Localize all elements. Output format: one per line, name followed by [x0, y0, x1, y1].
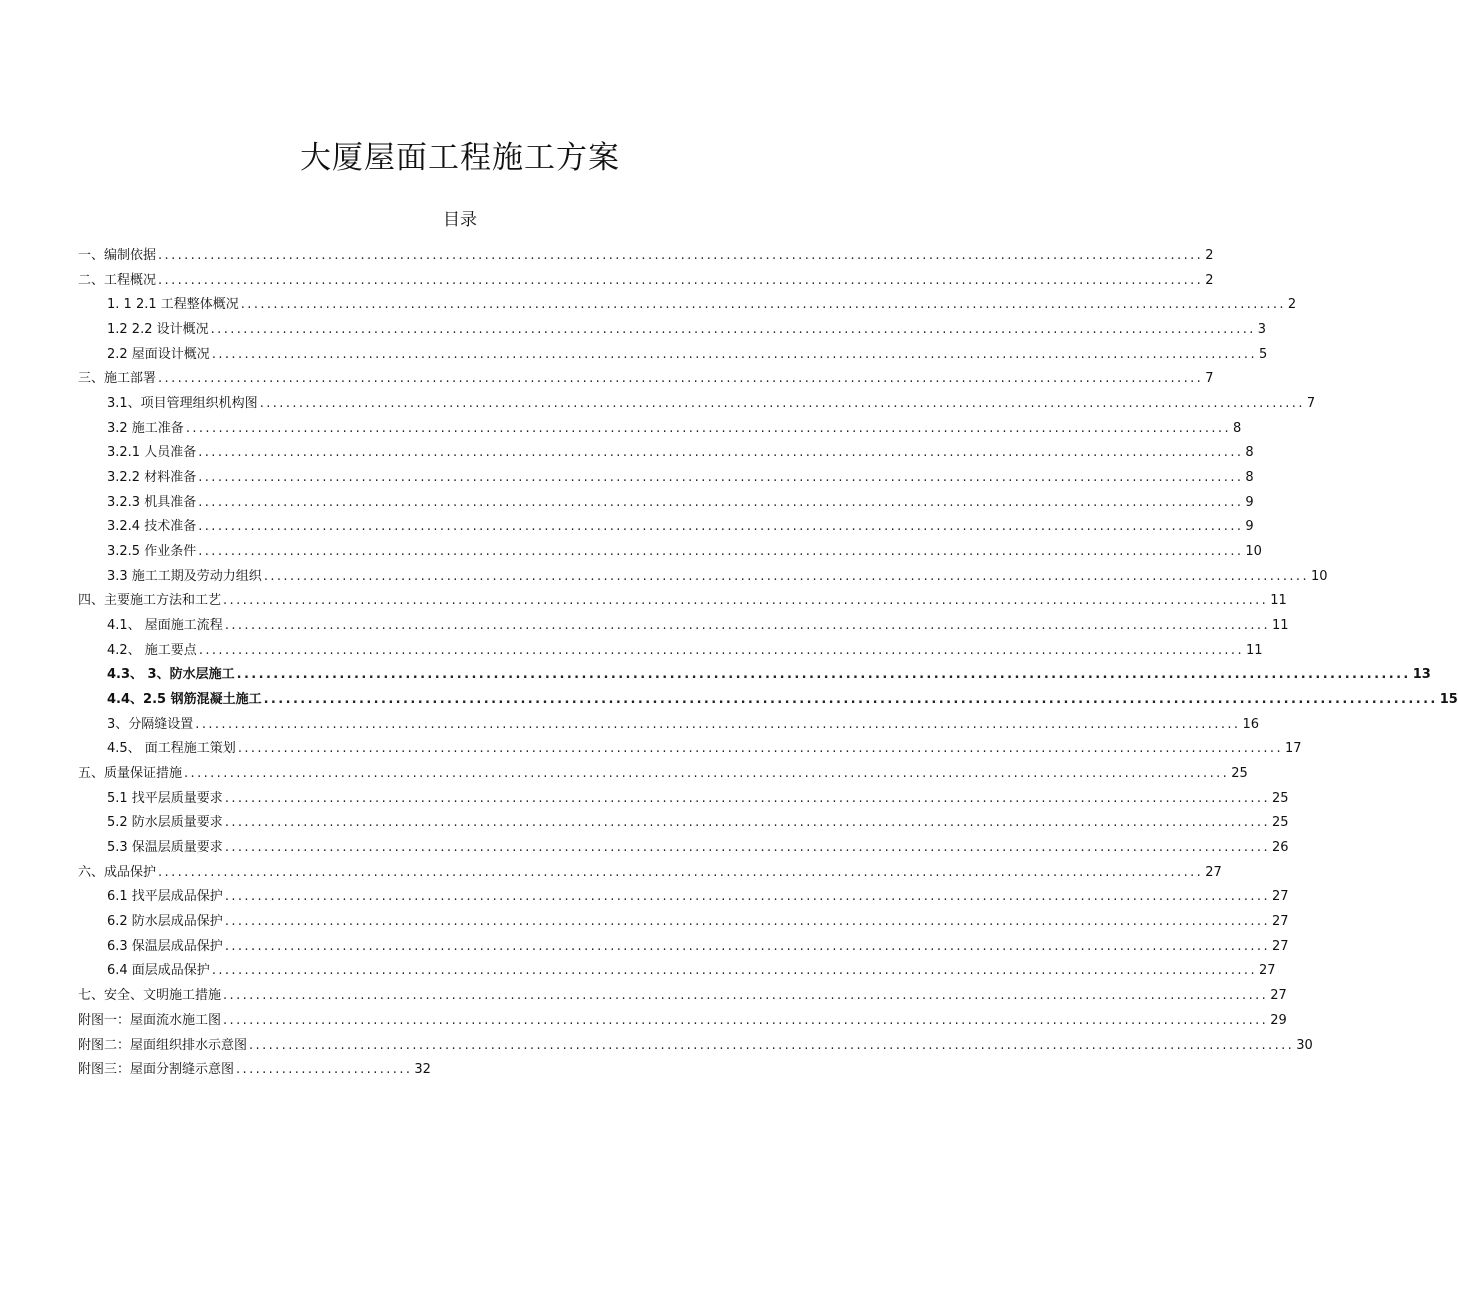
toc-entry-page-number: 25 — [1271, 790, 1289, 806]
toc-leader-dots: ................................................................................................................................................................ — [223, 988, 1269, 1004]
toc-leader-dots: ................................................................................................................................................................ — [158, 864, 1204, 880]
toc-entry-label: 6.4 面层成品保护 — [107, 963, 210, 979]
toc-leader-dots: ................................................................................................................................................................ — [185, 420, 1231, 436]
toc-entry[interactable] — [78, 713, 1259, 738]
toc-entry-page-number: 7 — [1205, 371, 1214, 387]
toc-entry-page-number: 13 — [1412, 667, 1431, 683]
toc-entry[interactable] — [78, 318, 1267, 343]
toc-leader-dots: ................................................................................................................................................................ — [198, 519, 1244, 535]
toc-leader-dots: ................................................................................................................................................................ — [236, 667, 1411, 683]
toc-entry-label: 5.3 保温层质量要求 — [107, 840, 223, 856]
toc-entry-page-number: 9 — [1245, 494, 1254, 510]
toc-entry-label: 附图二：屋面组织排水示意图 — [78, 1037, 248, 1053]
toc-entry-label: 3、分隔缝设置 — [107, 716, 194, 732]
toc-entry-page-number: 27 — [1271, 938, 1289, 954]
toc-entry-page-number: 25 — [1271, 815, 1289, 831]
toc-entry-label: 1.2 2.2 设计概况 — [107, 322, 209, 338]
toc-entry-page-number: 8 — [1232, 420, 1242, 436]
toc-entry[interactable] — [78, 787, 1289, 812]
toc-leader-dots: ................................................................................................................................................................ — [198, 544, 1244, 560]
toc-entry-label: 6.1 找平层成品保护 — [107, 889, 223, 905]
document-title: 大厦屋面工程施工方案 — [300, 140, 620, 176]
toc-leader-dots: ................................................................................................................................................................ — [211, 963, 1257, 979]
toc-entry[interactable] — [78, 885, 1289, 910]
toc-leader-dots: ................................................................................................................................................................ — [263, 568, 1309, 584]
toc-entry-label: 3.2.4 技术准备 — [107, 519, 197, 535]
toc-leader-dots: ................................................................................................................................................................ — [224, 840, 1270, 856]
toc-entry-label: 3.3 施工工期及劳动力组织 — [107, 568, 262, 584]
toc-entry[interactable] — [78, 515, 1254, 540]
toc-entry-label: 二、工程概况 — [78, 272, 157, 288]
toc-leader-dots: ................................................................................................................................................................ — [240, 297, 1286, 313]
toc-entry[interactable] — [78, 491, 1254, 516]
toc-leader-dots: ................................................................................................................................................................ — [249, 1037, 1295, 1053]
toc-entry-page-number: 32 — [414, 1062, 431, 1078]
toc-entry-page-number: 29 — [1270, 1012, 1287, 1028]
toc-leader-dots: ................................................................................................................................................................ — [237, 741, 1283, 757]
toc-entry[interactable] — [78, 959, 1276, 984]
toc-leader-dots: ................................................................................................................................................................ — [224, 618, 1270, 634]
toc-entry-label: 3.1、项目管理组织机构图 — [107, 396, 258, 412]
toc-leader-dots: ................................................................................................................................................................ — [223, 593, 1269, 609]
toc-entry-page-number: 2 — [1287, 297, 1297, 313]
toc-leader-dots: ................................................................................................................................................................ — [224, 914, 1270, 930]
toc-entry[interactable] — [78, 811, 1289, 836]
toc-entry-page-number: 26 — [1271, 840, 1289, 856]
toc-entry-label: 5.1 找平层质量要求 — [107, 790, 223, 806]
toc-entry[interactable] — [78, 367, 1214, 392]
toc-entry-page-number: 3 — [1257, 322, 1267, 338]
toc-entry[interactable] — [78, 910, 1289, 935]
toc-entry-page-number: 27 — [1258, 963, 1276, 979]
toc-entry-label: 附图三：屋面分割缝示意图 — [78, 1062, 235, 1078]
toc-entry[interactable] — [78, 1034, 1313, 1059]
toc-entry[interactable] — [78, 737, 1302, 762]
toc-leader-dots: ................................................................................................................................................................ — [224, 938, 1270, 954]
toc-entry-page-number: 11 — [1270, 593, 1287, 609]
toc-entry-page-number: 27 — [1270, 988, 1287, 1004]
toc-entry[interactable] — [78, 293, 1297, 318]
toc-entry-page-number: 16 — [1242, 716, 1259, 732]
toc-entry[interactable] — [78, 392, 1316, 417]
toc-entry[interactable] — [78, 540, 1262, 565]
toc-entry-label: 3.2.5 作业条件 — [107, 544, 197, 560]
toc-entry-page-number: 10 — [1245, 544, 1262, 560]
toc-entry[interactable] — [78, 614, 1289, 639]
toc-entry-label: 六、成品保护 — [78, 864, 157, 880]
toc-entry[interactable] — [78, 861, 1222, 886]
toc-leader-dots: ................................................................................................................................................................ — [198, 642, 1244, 658]
toc-entry[interactable] — [78, 984, 1287, 1009]
toc-entry-page-number: 27 — [1205, 864, 1222, 880]
toc-leader-dots: ................................................................................................................................................................ — [263, 692, 1438, 708]
toc-entry-label: 4.4、2.5 钢筋混凝土施工 — [107, 692, 262, 708]
toc-leader-dots: ................................................................................................................................................................ — [210, 322, 1256, 338]
toc-entry-page-number: 5 — [1258, 346, 1268, 362]
toc-entry-page-number: 10 — [1310, 568, 1328, 584]
toc-leader-dots: ................................................................................................................................................................ — [198, 470, 1244, 486]
toc-entry-page-number: 2 — [1205, 248, 1214, 263]
toc-entry[interactable] — [78, 589, 1287, 614]
toc-entry[interactable] — [78, 762, 1248, 787]
toc-entry[interactable] — [78, 1058, 718, 1083]
toc-entry-label: 3.2.3 机具准备 — [107, 494, 197, 510]
toc-entry-page-number: 17 — [1284, 741, 1302, 757]
toc-entry-page-number: 9 — [1245, 519, 1254, 535]
toc-entry-label: 6.3 保温层成品保护 — [107, 938, 223, 954]
toc-leader-dots: ........................... — [236, 1062, 413, 1078]
table-of-contents — [78, 244, 1458, 1083]
toc-entry-label: 3.2.2 材料准备 — [107, 470, 197, 486]
toc-leader-dots: ................................................................................................................................................................ — [195, 716, 1241, 732]
toc-entry[interactable] — [78, 441, 1254, 466]
toc-leader-dots: ................................................................................................................................................................ — [198, 494, 1244, 510]
toc-leader-dots: ................................................................................................................................................................ — [259, 396, 1305, 412]
toc-entry-page-number: 25 — [1231, 766, 1248, 782]
toc-entry[interactable] — [78, 836, 1289, 861]
toc-entry-label: 3.2 施工准备 — [107, 420, 184, 436]
toc-entry-label: 2.2 屋面设计概况 — [107, 346, 210, 362]
toc-entry-label: 3.2.1 人员准备 — [107, 445, 197, 461]
toc-entry-page-number: 8 — [1245, 470, 1254, 486]
toc-leader-dots: ................................................................................................................................................................ — [158, 248, 1204, 263]
toc-leader-dots: ................................................................................................................................................................ — [211, 346, 1257, 362]
toc-entry[interactable] — [78, 466, 1254, 491]
toc-leader-dots: ................................................................................................................................................................ — [224, 889, 1270, 905]
toc-leader-dots: ................................................................................................................................................................ — [224, 790, 1270, 806]
toc-entry[interactable] — [78, 565, 1328, 590]
toc-leader-dots: ................................................................................................................................................................ — [198, 445, 1244, 461]
toc-leader-dots: ................................................................................................................................................................ — [223, 1012, 1269, 1028]
toc-leader-dots: ................................................................................................................................................................ — [184, 766, 1230, 782]
toc-entry-page-number: 30 — [1296, 1037, 1313, 1053]
toc-entry-page-number: 27 — [1271, 889, 1289, 905]
toc-entry[interactable] — [78, 935, 1289, 960]
toc-entry[interactable] — [78, 417, 1242, 442]
toc-heading: 目录 — [443, 210, 477, 230]
toc-entry-label: 附图一：屋面流水施工图 — [78, 1012, 222, 1028]
toc-entry-page-number: 2 — [1205, 272, 1214, 288]
toc-entry-page-number: 11 — [1271, 618, 1289, 634]
toc-leader-dots: ................................................................................................................................................................ — [158, 272, 1204, 288]
toc-entry-label: 四、主要施工方法和工艺 — [78, 593, 222, 609]
toc-entry-page-number: 7 — [1306, 396, 1316, 412]
toc-entry[interactable] — [78, 269, 1214, 294]
toc-entry[interactable] — [78, 688, 1458, 713]
toc-entry-page-number: 15 — [1439, 692, 1458, 708]
toc-entry-page-number: 11 — [1245, 642, 1263, 658]
toc-entry-label: 4.1、 屋面施工流程 — [107, 618, 223, 634]
toc-entry-label: 5.2 防水层质量要求 — [107, 815, 223, 831]
toc-entry-label: 6.2 防水层成品保护 — [107, 914, 223, 930]
toc-entry-page-number: 27 — [1271, 914, 1289, 930]
toc-entry-label: 七、安全、文明施工措施 — [78, 988, 222, 1004]
toc-leader-dots: ................................................................................................................................................................ — [158, 371, 1204, 387]
toc-entry[interactable] — [78, 1009, 1287, 1034]
toc-entry-label: 1. 1 2.1 工程整体概况 — [107, 297, 239, 313]
toc-entry[interactable] — [78, 343, 1268, 368]
toc-entry-label: 三、施工部署 — [78, 371, 157, 387]
toc-entry-label: 4.2、 施工要点 — [107, 642, 197, 658]
toc-leader-dots: ................................................................................................................................................................ — [224, 815, 1270, 831]
toc-entry-label: 4.3、 3、防水层施工 — [107, 667, 235, 683]
toc-entry-label: 一、编制依据 — [78, 248, 157, 263]
toc-entry-page-number: 8 — [1245, 445, 1254, 461]
toc-entry[interactable] — [78, 244, 1214, 269]
toc-entry-label: 五、质量保证措施 — [78, 766, 183, 782]
toc-entry-label: 4.5、 面工程施工策划 — [107, 741, 236, 757]
toc-entry[interactable] — [78, 639, 1263, 664]
toc-entry[interactable] — [78, 663, 1431, 688]
